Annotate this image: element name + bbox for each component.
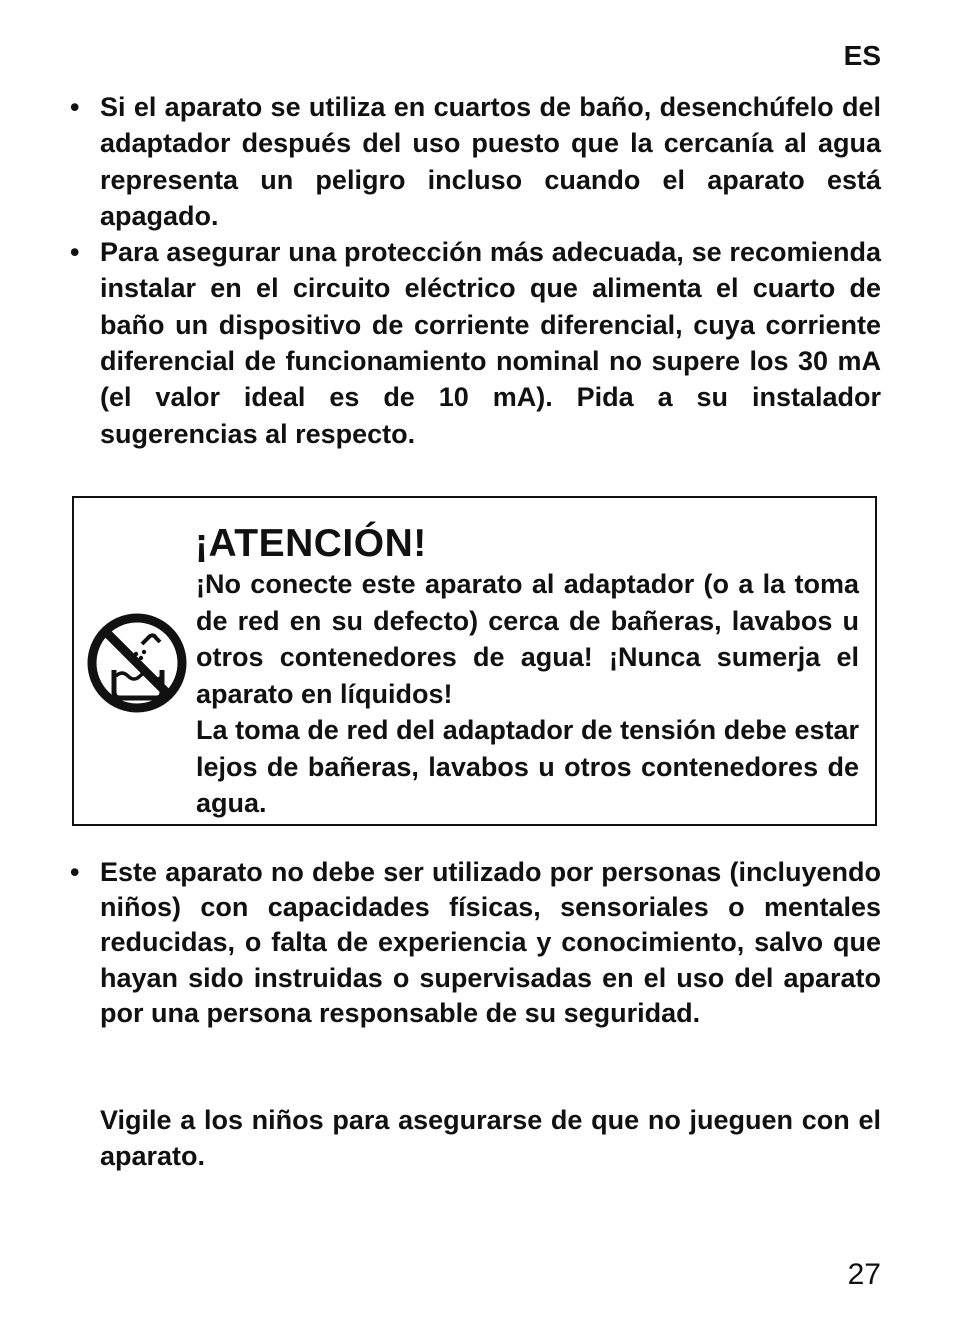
warning-paragraph-2: La toma de red del adaptador de tensión debe estar lejos de bañeras, lavabos u otros contenedores de agua. <box>196 715 859 818</box>
bullet-dot: • <box>70 237 80 268</box>
warning-paragraph-1: ¡No conecte este aparato al adaptador (o a la toma de red en su defecto) cerca de bañeras, lavabos u otros contenedores de agua! ¡Nunca sumerja el aparato en líquidos! <box>196 569 859 709</box>
bullet-dot: • <box>70 857 80 887</box>
bullet-item-bathroom-unplug <box>70 89 881 234</box>
bullet-text: Para asegurar una protección más adecuada, se recomienda instalar en el circuito eléctrico que alimenta el cuarto de baño un dispositivo de corriente diferencial, cuya corriente diferencial de funcionamiento nominal no supere los 30 mA (el valor ideal es de 10 mA). Pida a su instalador sugerencias al respecto. <box>100 237 881 449</box>
safety-bullet-list-bottom <box>0 855 954 1031</box>
bullet-item-residual-current-device <box>70 234 881 452</box>
warning-title: ¡ATENCIÓN! <box>195 522 427 565</box>
bullet-text: Si el aparato se utiliza en cuartos de baño, desenchúfelo del adaptador después del uso puesto que la cercanía al agua representa un peligro incluso cuando el aparato está apagado. <box>100 92 881 231</box>
bullet-text: Este aparato no debe ser utilizado por personas (incluyendo niños) con capacidades físicas, sensoriales o mentales reducidas, o falta de experiencia y conocimiento, salvo que hayan sido instruidas o supervisadas en el uso del aparato por una persona responsable de su seguridad. <box>100 857 881 1028</box>
bullet-item-reduced-capacities <box>70 855 881 1031</box>
page-number: 27 <box>847 1258 881 1291</box>
no-water-immersion-icon <box>84 610 190 716</box>
warning-box <box>72 496 877 826</box>
warning-text <box>196 566 859 822</box>
language-code: ES <box>843 40 881 71</box>
bullet-dot: • <box>70 92 80 122</box>
safety-bullet-list-top <box>0 89 954 452</box>
children-supervision-paragraph: Vigile a los niños para asegurarse de que no jueguen con el aparato. <box>100 1105 881 1171</box>
